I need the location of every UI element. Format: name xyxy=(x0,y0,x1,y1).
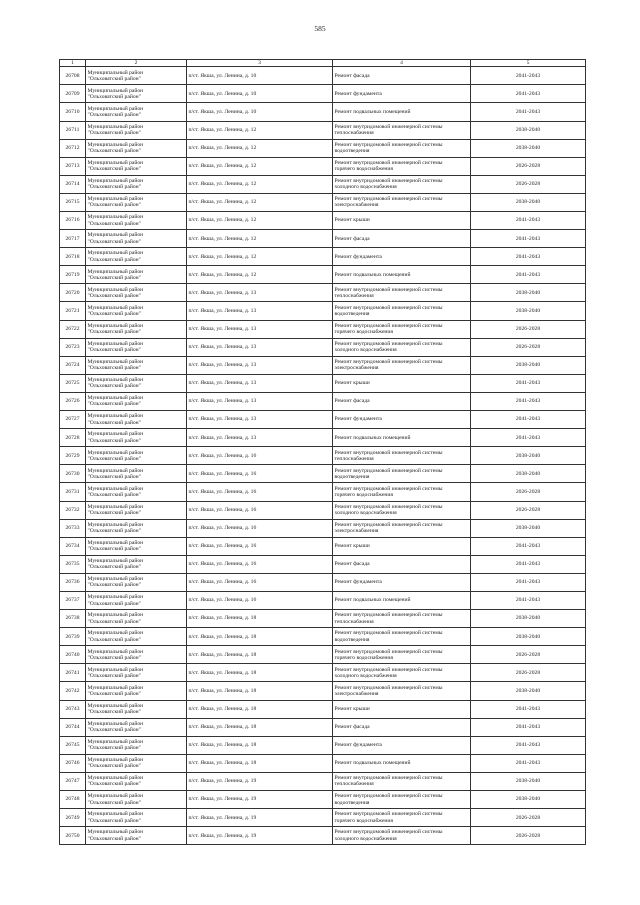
table-row xyxy=(60,519,586,537)
period-cell: 2041-2043 xyxy=(471,248,586,266)
address-cell: п/ст. Якша, ул. Ленина, д. 10 xyxy=(187,67,333,85)
municipality-cell: Муниципальный район "Ольховатский район" xyxy=(86,465,187,483)
record-number-cell: 26744 xyxy=(60,718,86,736)
record-number-cell: 26746 xyxy=(60,754,86,772)
table-row xyxy=(60,555,586,573)
work-type-cell: Ремонт внутридомовой инженерной системы теплоснабжения xyxy=(333,121,471,139)
municipality-cell: Муниципальный район "Ольховатский район" xyxy=(86,573,187,591)
period-cell: 2026-2028 xyxy=(471,646,586,664)
period-cell: 2026-2028 xyxy=(471,338,586,356)
page-number: 585 xyxy=(314,24,326,33)
header-row xyxy=(60,60,586,67)
col-header-1: 1 xyxy=(60,60,86,67)
period-cell: 2038-2040 xyxy=(471,139,586,157)
record-number-cell: 26745 xyxy=(60,736,86,754)
address-cell: п/ст. Якша, ул. Ленина, д. 12 xyxy=(187,230,333,248)
work-type-cell: Ремонт фундамента xyxy=(333,411,471,429)
municipality-cell: Муниципальный район "Ольховатский район" xyxy=(86,193,187,211)
work-type-cell: Ремонт внутридомовой инженерной системы горячего водоснабжения xyxy=(333,483,471,501)
table-row xyxy=(60,121,586,139)
work-type-cell: Ремонт фасада xyxy=(333,230,471,248)
record-number-cell: 26711 xyxy=(60,121,86,139)
work-type-cell: Ремонт крыши xyxy=(333,537,471,555)
record-number-cell: 26710 xyxy=(60,103,86,121)
period-cell: 2026-2028 xyxy=(471,175,586,193)
table-row xyxy=(60,266,586,284)
work-type-cell: Ремонт внутридомовой инженерной системы теплоснабжения xyxy=(333,447,471,465)
municipality-cell: Муниципальный район "Ольховатский район" xyxy=(86,537,187,555)
address-cell: п/ст. Якша, ул. Ленина, д. 12 xyxy=(187,212,333,230)
work-type-cell: Ремонт внутридомовой инженерной системы водоотведения xyxy=(333,791,471,809)
record-number-cell: 26749 xyxy=(60,809,86,827)
work-type-cell: Ремонт внутридомовой инженерной системы горячего водоснабжения xyxy=(333,646,471,664)
record-number-cell: 26709 xyxy=(60,85,86,103)
table-row xyxy=(60,320,586,338)
table-row xyxy=(60,772,586,790)
period-cell: 2041-2043 xyxy=(471,230,586,248)
table-row xyxy=(60,736,586,754)
period-cell: 2041-2043 xyxy=(471,555,586,573)
record-number-cell: 26731 xyxy=(60,483,86,501)
record-number-cell: 26736 xyxy=(60,573,86,591)
record-number-cell: 26719 xyxy=(60,266,86,284)
period-cell: 2041-2043 xyxy=(471,537,586,555)
municipality-cell: Муниципальный район "Ольховатский район" xyxy=(86,157,187,175)
municipality-cell: Муниципальный район "Ольховатский район" xyxy=(86,646,187,664)
record-number-cell: 26716 xyxy=(60,212,86,230)
record-number-cell: 26730 xyxy=(60,465,86,483)
address-cell: п/ст. Якша, ул. Ленина, д. 13 xyxy=(187,284,333,302)
period-cell: 2038-2040 xyxy=(471,302,586,320)
record-number-cell: 26713 xyxy=(60,157,86,175)
municipality-cell: Муниципальный район "Ольховатский район" xyxy=(86,356,187,374)
address-cell: п/ст. Якша, ул. Ленина, д. 13 xyxy=(187,302,333,320)
work-type-cell: Ремонт фундамента xyxy=(333,736,471,754)
table-row xyxy=(60,718,586,736)
period-cell: 2026-2028 xyxy=(471,664,586,682)
municipality-cell: Муниципальный район "Ольховатский район" xyxy=(86,555,187,573)
period-cell: 2041-2043 xyxy=(471,573,586,591)
address-cell: п/ст. Якша, ул. Ленина, д. 18 xyxy=(187,664,333,682)
period-cell: 2041-2043 xyxy=(471,591,586,609)
municipality-cell: Муниципальный район "Ольховатский район" xyxy=(86,103,187,121)
municipality-cell: Муниципальный район "Ольховатский район" xyxy=(86,628,187,646)
table-row xyxy=(60,664,586,682)
address-cell: п/ст. Якша, ул. Ленина, д. 18 xyxy=(187,682,333,700)
address-cell: п/ст. Якша, ул. Ленина, д. 18 xyxy=(187,628,333,646)
work-type-cell: Ремонт внутридомовой инженерной системы теплоснабжения xyxy=(333,610,471,628)
work-type-cell: Ремонт внутридомовой инженерной системы холодного водоснабжения xyxy=(333,501,471,519)
address-cell: п/ст. Якша, ул. Ленина, д. 16 xyxy=(187,483,333,501)
record-number-cell: 26750 xyxy=(60,827,86,845)
record-number-cell: 26740 xyxy=(60,646,86,664)
address-cell: п/ст. Якша, ул. Ленина, д. 10 xyxy=(187,85,333,103)
municipality-cell: Муниципальный район "Ольховатский район" xyxy=(86,447,187,465)
address-cell: п/ст. Якша, ул. Ленина, д. 10 xyxy=(187,103,333,121)
work-type-cell: Ремонт внутридомовой инженерной системы теплоснабжения xyxy=(333,772,471,790)
col-header-4: 4 xyxy=(333,60,471,67)
municipality-cell: Муниципальный район "Ольховатский район" xyxy=(86,175,187,193)
record-number-cell: 26712 xyxy=(60,139,86,157)
municipality-cell: Муниципальный район "Ольховатский район" xyxy=(86,827,187,845)
address-cell: п/ст. Якша, ул. Ленина, д. 16 xyxy=(187,501,333,519)
municipality-cell: Муниципальный район "Ольховатский район" xyxy=(86,392,187,410)
address-cell: п/ст. Якша, ул. Ленина, д. 13 xyxy=(187,411,333,429)
record-number-cell: 26743 xyxy=(60,700,86,718)
period-cell: 2041-2043 xyxy=(471,700,586,718)
table-row xyxy=(60,193,586,211)
municipality-cell: Муниципальный район "Ольховатский район" xyxy=(86,85,187,103)
work-type-cell: Ремонт подвальных помещений xyxy=(333,266,471,284)
work-type-cell: Ремонт внутридомовой инженерной системы холодного водоснабжения xyxy=(333,664,471,682)
work-type-cell: Ремонт крыши xyxy=(333,374,471,392)
period-cell: 2041-2043 xyxy=(471,392,586,410)
municipality-cell: Муниципальный район "Ольховатский район" xyxy=(86,302,187,320)
table-row xyxy=(60,465,586,483)
work-type-cell: Ремонт внутридомовой инженерной системы горячего водоснабжения xyxy=(333,320,471,338)
record-number-cell: 26718 xyxy=(60,248,86,266)
work-type-cell: Ремонт внутридомовой инженерной системы электроснабжения xyxy=(333,356,471,374)
work-type-cell: Ремонт внутридомовой инженерной системы горячего водоснабжения xyxy=(333,157,471,175)
municipality-cell: Муниципальный район "Ольховатский район" xyxy=(86,519,187,537)
work-type-cell: Ремонт подвальных помещений xyxy=(333,103,471,121)
address-cell: п/ст. Якша, ул. Ленина, д. 12 xyxy=(187,139,333,157)
municipality-cell: Муниципальный район "Ольховатский район" xyxy=(86,338,187,356)
municipality-cell: Муниципальный район "Ольховатский район" xyxy=(86,501,187,519)
address-cell: п/ст. Якша, ул. Ленина, д. 13 xyxy=(187,320,333,338)
record-number-cell: 26721 xyxy=(60,302,86,320)
col-header-5: 5 xyxy=(471,60,586,67)
table-row xyxy=(60,791,586,809)
municipality-cell: Муниципальный район "Ольховатский район" xyxy=(86,320,187,338)
address-cell: п/ст. Якша, ул. Ленина, д. 13 xyxy=(187,429,333,447)
address-cell: п/ст. Якша, ул. Ленина, д. 18 xyxy=(187,646,333,664)
period-cell: 2041-2043 xyxy=(471,266,586,284)
table-row xyxy=(60,248,586,266)
work-type-cell: Ремонт подвальных помещений xyxy=(333,591,471,609)
work-type-cell: Ремонт фундамента xyxy=(333,85,471,103)
work-type-cell: Ремонт внутридомовой инженерной системы водоотведения xyxy=(333,465,471,483)
record-number-cell: 26733 xyxy=(60,519,86,537)
table-row xyxy=(60,230,586,248)
table-row xyxy=(60,483,586,501)
municipality-cell: Муниципальный район "Ольховатский район" xyxy=(86,121,187,139)
address-cell: п/ст. Якша, ул. Ленина, д. 12 xyxy=(187,157,333,175)
table-row xyxy=(60,85,586,103)
address-cell: п/ст. Якша, ул. Ленина, д. 13 xyxy=(187,374,333,392)
municipality-cell: Муниципальный район "Ольховатский район" xyxy=(86,610,187,628)
record-number-cell: 26735 xyxy=(60,555,86,573)
table-row xyxy=(60,392,586,410)
address-cell: п/ст. Якша, ул. Ленина, д. 18 xyxy=(187,610,333,628)
period-cell: 2038-2040 xyxy=(471,447,586,465)
work-type-cell: Ремонт внутридомовой инженерной системы электроснабжения xyxy=(333,193,471,211)
work-type-cell: Ремонт внутридомовой инженерной системы водоотведения xyxy=(333,302,471,320)
period-cell: 2038-2040 xyxy=(471,465,586,483)
municipality-cell: Муниципальный район "Ольховатский район" xyxy=(86,718,187,736)
address-cell: п/ст. Якша, ул. Ленина, д. 16 xyxy=(187,447,333,465)
table-row xyxy=(60,429,586,447)
work-type-cell: Ремонт крыши xyxy=(333,700,471,718)
period-cell: 2026-2028 xyxy=(471,809,586,827)
municipality-cell: Муниципальный район "Ольховатский район" xyxy=(86,230,187,248)
table-row xyxy=(60,591,586,609)
table-row xyxy=(60,610,586,628)
period-cell: 2026-2028 xyxy=(471,827,586,845)
record-number-cell: 26747 xyxy=(60,772,86,790)
record-number-cell: 26728 xyxy=(60,429,86,447)
address-cell: п/ст. Якша, ул. Ленина, д. 13 xyxy=(187,392,333,410)
table-row xyxy=(60,827,586,845)
municipality-cell: Муниципальный район "Ольховатский район" xyxy=(86,791,187,809)
address-cell: п/ст. Якша, ул. Ленина, д. 19 xyxy=(187,791,333,809)
period-cell: 2038-2040 xyxy=(471,356,586,374)
table-row xyxy=(60,356,586,374)
address-cell: п/ст. Якша, ул. Ленина, д. 16 xyxy=(187,591,333,609)
address-cell: п/ст. Якша, ул. Ленина, д. 12 xyxy=(187,248,333,266)
work-type-cell: Ремонт внутридомовой инженерной системы холодного водоснабжения xyxy=(333,827,471,845)
record-number-cell: 26739 xyxy=(60,628,86,646)
period-cell: 2026-2028 xyxy=(471,157,586,175)
record-number-cell: 26738 xyxy=(60,610,86,628)
period-cell: 2038-2040 xyxy=(471,193,586,211)
record-number-cell: 26720 xyxy=(60,284,86,302)
table-row xyxy=(60,175,586,193)
table-row xyxy=(60,284,586,302)
municipality-cell: Муниципальный район "Ольховатский район" xyxy=(86,67,187,85)
municipality-cell: Муниципальный район "Ольховатский район" xyxy=(86,736,187,754)
work-type-cell: Ремонт подвальных помещений xyxy=(333,429,471,447)
municipality-cell: Муниципальный район "Ольховатский район" xyxy=(86,772,187,790)
work-type-cell: Ремонт подвальных помещений xyxy=(333,754,471,772)
municipality-cell: Муниципальный район "Ольховатский район" xyxy=(86,139,187,157)
table-row xyxy=(60,103,586,121)
period-cell: 2038-2040 xyxy=(471,791,586,809)
period-cell: 2026-2028 xyxy=(471,501,586,519)
work-type-cell: Ремонт внутридомовой инженерной системы холодного водоснабжения xyxy=(333,338,471,356)
municipality-cell: Муниципальный район "Ольховатский район" xyxy=(86,664,187,682)
work-type-cell: Ремонт фасада xyxy=(333,718,471,736)
table-row xyxy=(60,700,586,718)
table-row xyxy=(60,682,586,700)
period-cell: 2041-2043 xyxy=(471,103,586,121)
repair-schedule-table xyxy=(59,59,586,845)
record-number-cell: 26722 xyxy=(60,320,86,338)
record-number-cell: 26741 xyxy=(60,664,86,682)
table-row xyxy=(60,338,586,356)
record-number-cell: 26734 xyxy=(60,537,86,555)
work-type-cell: Ремонт внутридомовой инженерной системы электроснабжения xyxy=(333,519,471,537)
period-cell: 2041-2043 xyxy=(471,429,586,447)
address-cell: п/ст. Якша, ул. Ленина, д. 18 xyxy=(187,700,333,718)
record-number-cell: 26717 xyxy=(60,230,86,248)
table-row xyxy=(60,67,586,85)
period-cell: 2041-2043 xyxy=(471,85,586,103)
record-number-cell: 26737 xyxy=(60,591,86,609)
work-type-cell: Ремонт внутридомовой инженерной системы теплоснабжения xyxy=(333,284,471,302)
municipality-cell: Муниципальный район "Ольховатский район" xyxy=(86,682,187,700)
record-number-cell: 26726 xyxy=(60,392,86,410)
municipality-cell: Муниципальный район "Ольховатский район" xyxy=(86,483,187,501)
record-number-cell: 26742 xyxy=(60,682,86,700)
record-number-cell: 26723 xyxy=(60,338,86,356)
municipality-cell: Муниципальный район "Ольховатский район" xyxy=(86,266,187,284)
work-type-cell: Ремонт внутридомовой инженерной системы водоотведения xyxy=(333,139,471,157)
municipality-cell: Муниципальный район "Ольховатский район" xyxy=(86,754,187,772)
record-number-cell: 26708 xyxy=(60,67,86,85)
period-cell: 2041-2043 xyxy=(471,374,586,392)
address-cell: п/ст. Якша, ул. Ленина, д. 16 xyxy=(187,555,333,573)
table-row xyxy=(60,809,586,827)
table-row xyxy=(60,501,586,519)
address-cell: п/ст. Якша, ул. Ленина, д. 19 xyxy=(187,772,333,790)
address-cell: п/ст. Якша, ул. Ленина, д. 16 xyxy=(187,465,333,483)
table-row xyxy=(60,411,586,429)
period-cell: 2041-2043 xyxy=(471,411,586,429)
period-cell: 2041-2043 xyxy=(471,67,586,85)
municipality-cell: Муниципальный район "Ольховатский район" xyxy=(86,809,187,827)
period-cell: 2026-2028 xyxy=(471,320,586,338)
table-row xyxy=(60,646,586,664)
municipality-cell: Муниципальный район "Ольховатский район" xyxy=(86,212,187,230)
work-type-cell: Ремонт фасада xyxy=(333,392,471,410)
record-number-cell: 26729 xyxy=(60,447,86,465)
municipality-cell: Муниципальный район "Ольховатский район" xyxy=(86,591,187,609)
record-number-cell: 26725 xyxy=(60,374,86,392)
address-cell: п/ст. Якша, ул. Ленина, д. 16 xyxy=(187,537,333,555)
work-type-cell: Ремонт крыши xyxy=(333,212,471,230)
address-cell: п/ст. Якша, ул. Ленина, д. 16 xyxy=(187,573,333,591)
period-cell: 2041-2043 xyxy=(471,736,586,754)
table-row xyxy=(60,628,586,646)
work-type-cell: Ремонт фасада xyxy=(333,67,471,85)
address-cell: п/ст. Якша, ул. Ленина, д. 13 xyxy=(187,356,333,374)
table-row xyxy=(60,212,586,230)
work-type-cell: Ремонт внутридомовой инженерной системы электроснабжения xyxy=(333,682,471,700)
address-cell: п/ст. Якша, ул. Ленина, д. 12 xyxy=(187,175,333,193)
col-header-3: 3 xyxy=(187,60,333,67)
municipality-cell: Муниципальный район "Ольховатский район" xyxy=(86,429,187,447)
period-cell: 2026-2028 xyxy=(471,483,586,501)
table-row xyxy=(60,754,586,772)
col-header-2: 2 xyxy=(86,60,187,67)
address-cell: п/ст. Якша, ул. Ленина, д. 12 xyxy=(187,193,333,211)
table-row xyxy=(60,573,586,591)
work-type-cell: Ремонт внутридомовой инженерной системы горячего водоснабжения xyxy=(333,809,471,827)
record-number-cell: 26715 xyxy=(60,193,86,211)
period-cell: 2038-2040 xyxy=(471,610,586,628)
record-number-cell: 26724 xyxy=(60,356,86,374)
work-type-cell: Ремонт фундамента xyxy=(333,573,471,591)
work-type-cell: Ремонт фундамента xyxy=(333,248,471,266)
municipality-cell: Муниципальный район "Ольховатский район" xyxy=(86,284,187,302)
municipality-cell: Муниципальный район "Ольховатский район" xyxy=(86,248,187,266)
address-cell: п/ст. Якша, ул. Ленина, д. 13 xyxy=(187,338,333,356)
address-cell: п/ст. Якша, ул. Ленина, д. 18 xyxy=(187,736,333,754)
record-number-cell: 26748 xyxy=(60,791,86,809)
address-cell: п/ст. Якша, ул. Ленина, д. 16 xyxy=(187,519,333,537)
table-row xyxy=(60,374,586,392)
address-cell: п/ст. Якша, ул. Ленина, д. 12 xyxy=(187,266,333,284)
work-type-cell: Ремонт внутридомовой инженерной системы водоотведения xyxy=(333,628,471,646)
record-number-cell: 26727 xyxy=(60,411,86,429)
address-cell: п/ст. Якша, ул. Ленина, д. 18 xyxy=(187,718,333,736)
work-type-cell: Ремонт фасада xyxy=(333,555,471,573)
table-row xyxy=(60,157,586,175)
period-cell: 2038-2040 xyxy=(471,284,586,302)
period-cell: 2041-2043 xyxy=(471,212,586,230)
address-cell: п/ст. Якша, ул. Ленина, д. 12 xyxy=(187,121,333,139)
table-body xyxy=(60,67,586,845)
table-row xyxy=(60,302,586,320)
table-row xyxy=(60,139,586,157)
municipality-cell: Муниципальный район "Ольховатский район" xyxy=(86,411,187,429)
address-cell: п/ст. Якша, ул. Ленина, д. 19 xyxy=(187,809,333,827)
period-cell: 2038-2040 xyxy=(471,682,586,700)
municipality-cell: Муниципальный район "Ольховатский район" xyxy=(86,700,187,718)
address-cell: п/ст. Якша, ул. Ленина, д. 18 xyxy=(187,754,333,772)
work-type-cell: Ремонт внутридомовой инженерной системы холодного водоснабжения xyxy=(333,175,471,193)
record-number-cell: 26714 xyxy=(60,175,86,193)
municipality-cell: Муниципальный район "Ольховатский район" xyxy=(86,374,187,392)
table-row xyxy=(60,537,586,555)
period-cell: 2038-2040 xyxy=(471,121,586,139)
period-cell: 2041-2043 xyxy=(471,718,586,736)
period-cell: 2038-2040 xyxy=(471,772,586,790)
record-number-cell: 26732 xyxy=(60,501,86,519)
period-cell: 2038-2040 xyxy=(471,519,586,537)
table-row xyxy=(60,447,586,465)
period-cell: 2041-2043 xyxy=(471,754,586,772)
period-cell: 2038-2040 xyxy=(471,628,586,646)
address-cell: п/ст. Якша, ул. Ленина, д. 19 xyxy=(187,827,333,845)
